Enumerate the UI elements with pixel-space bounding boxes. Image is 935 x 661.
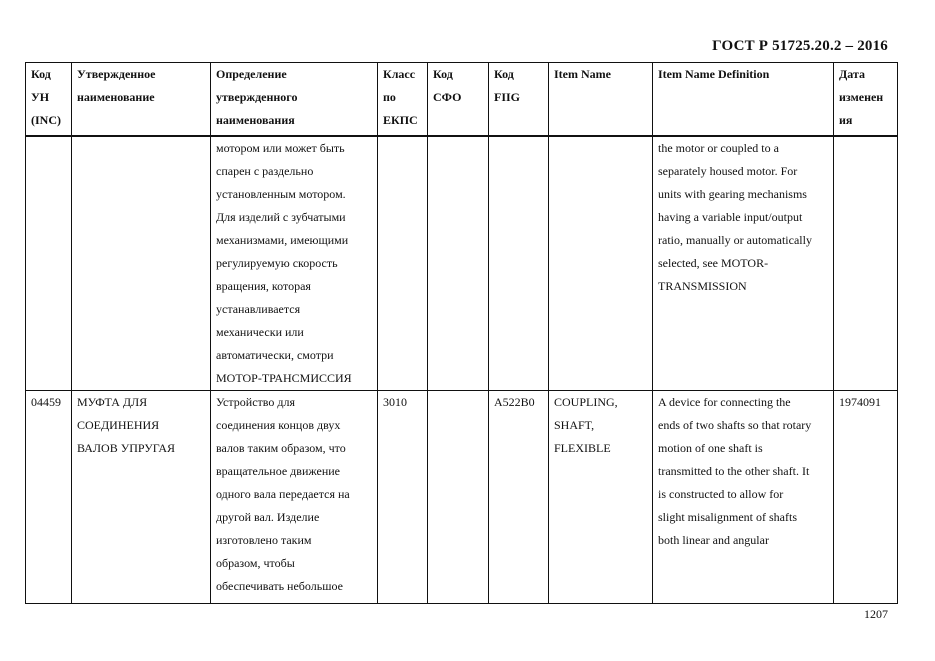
table-row xyxy=(26,136,898,391)
header-item-name-definition: Item Name Definition xyxy=(653,63,834,137)
cell-code-sfo xyxy=(428,136,489,391)
cell-item-name xyxy=(549,136,653,391)
cell-change-date xyxy=(834,136,898,391)
catalog-table xyxy=(25,62,898,604)
cell-approved-name: МУФТА ДЛЯ СОЕДИНЕНИЯ ВАЛОВ УПРУГАЯ xyxy=(72,391,211,604)
cell-code-sfo xyxy=(428,391,489,604)
cell-code-inc xyxy=(26,136,72,391)
cell-definition-ru: Устройство для соединения концов двух валов таким образом, что вращательное движение одного вала передается на другой вал. Изделие изготовлено таким образом, чтобы обеспечивать небольшое xyxy=(211,391,378,604)
header-code-sfo: Код СФО xyxy=(428,63,489,137)
cell-class-ekps: 3010 xyxy=(378,391,428,604)
cell-code-fiig xyxy=(489,136,549,391)
header-change-date: Дата изменен ия xyxy=(834,63,898,137)
cell-definition-ru: мотором или может быть спарен с раздельно установленным мотором. Для изделий с зубчатыми механизмами, имеющими регулируемую скорость вращения, которая устанавливается механически или автоматически, смотри МОТОР-ТРАНСМИССИЯ xyxy=(211,136,378,391)
header-approved-name: Утвержденное наименование xyxy=(72,63,211,137)
cell-item-name-definition: A device for connecting the ends of two shafts so that rotary motion of one shaft is transmitted to the other shaft. It is constructed to allow for slight misalignment of shafts both linear and angular xyxy=(653,391,834,604)
page-number: 1207 xyxy=(864,607,888,621)
header-code-inc: Код УН (INC) xyxy=(26,63,72,137)
table-header-row xyxy=(26,63,898,137)
cell-item-name-definition: the motor or coupled to a separately housed motor. For units with gearing mechanisms having a variable input/output ratio, manually or automatically selected, see MOTOR- TRANSMISSION xyxy=(653,136,834,391)
table-row xyxy=(26,391,898,604)
cell-change-date: 1974091 xyxy=(834,391,898,604)
header-class-ekps: Класс по ЕКПС xyxy=(378,63,428,137)
cell-item-name: COUPLING, SHAFT, FLEXIBLE xyxy=(549,391,653,604)
cell-class-ekps xyxy=(378,136,428,391)
cell-code-inc: 04459 xyxy=(26,391,72,604)
header-item-name: Item Name xyxy=(549,63,653,137)
header-code-fiig: Код FIIG xyxy=(489,63,549,137)
cell-approved-name xyxy=(72,136,211,391)
header-definition: Определение утвержденного наименования xyxy=(211,63,378,137)
cell-code-fiig: A522B0 xyxy=(489,391,549,604)
document-header-title: ГОСТ Р 51725.20.2 – 2016 xyxy=(712,38,888,54)
